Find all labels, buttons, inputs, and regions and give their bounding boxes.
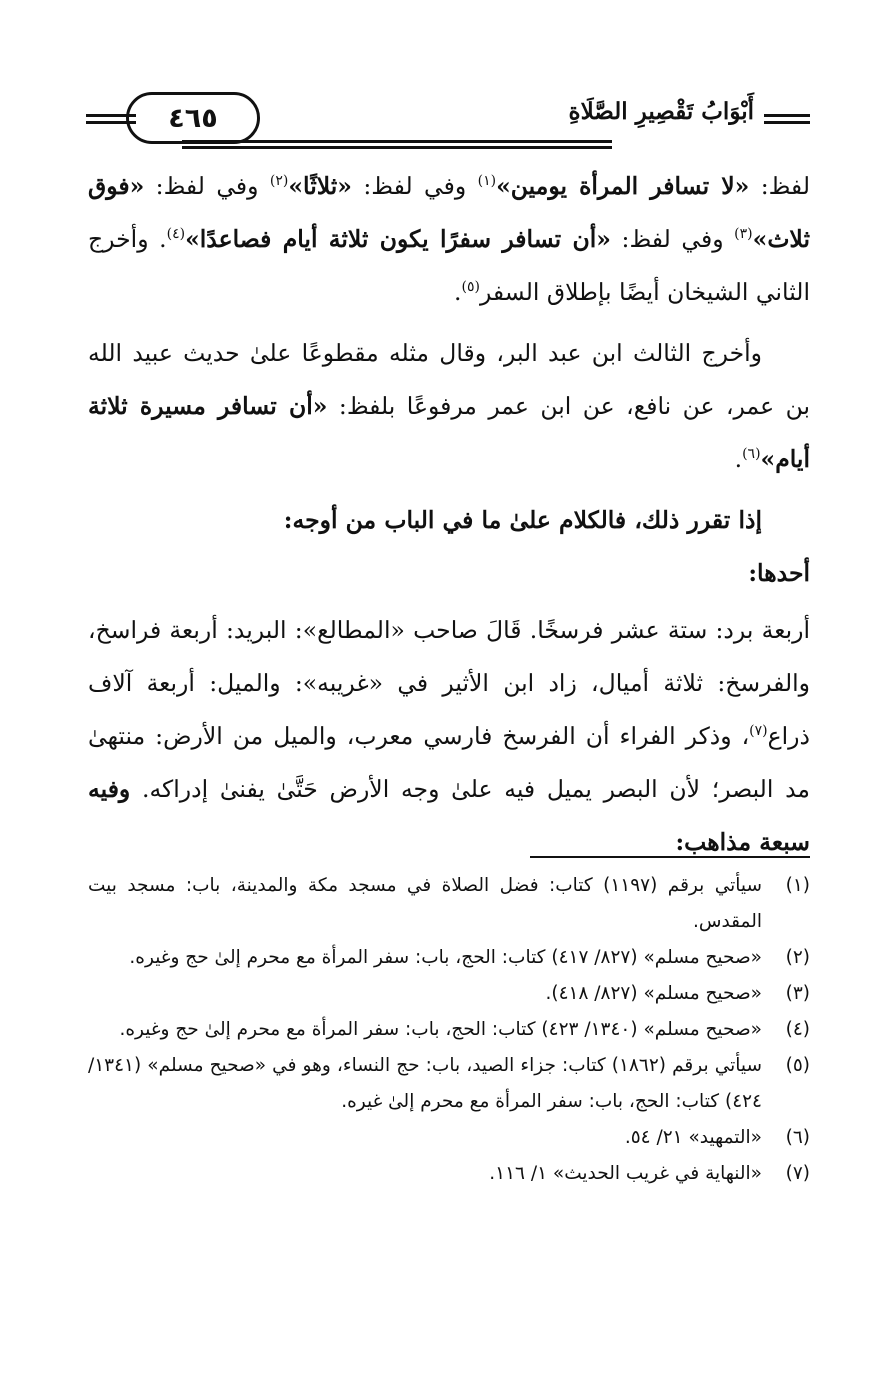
quote-bold: «أن تسافر سفرًا يكون ثلاثة أيام فصاعدًا» [185,225,611,253]
text-run: وفي لفظ: [610,225,735,253]
footnote-number: (٢) [785,947,810,968]
text-run: وفي لفظ: [352,172,478,200]
footnote-item [88,940,810,976]
header-rule [182,146,612,149]
header-rule [764,121,810,124]
footnotes [88,868,810,1192]
footnote-number: (١) [785,875,810,896]
footnote-item [88,976,810,1012]
footnote-ref: (٧) [749,723,768,740]
footnote-ref: (٦) [742,446,761,463]
section-intro: إذا تقرر ذلك، فالكلام علىٰ ما في الباب من أوجه: [283,506,762,534]
footnote-ref: (٣) [734,226,753,243]
footnote-text: سيأتي برقم (١١٩٧) كتاب: فضل الصلاة في مسجد مكة والمدينة، باب: مسجد بيت المقدس. [88,875,763,932]
paragraph-1 [88,160,810,319]
text-run: أربعة برد: ستة عشر فرسخًا. قَالَ صاحب «المطالع»: البريد: أربعة فراسخ، والفرسخ: ثلاثة أميال، زاد ابن الأثير في «غريبه»: والميل: أربعة آلاف ذراع [88,616,810,750]
footnote-text: سيأتي برقم (١٨٦٢) كتاب: جزاء الصيد، باب: حج النساء، وهو في «صحيح مسلم» (١٣٤١/ ٤٢٤) كتاب: الحج، باب: سفر المرأة مع محرم إلىٰ غيره. [88,1055,762,1112]
footnote-item [88,868,810,940]
footnote-text: «صحيح مسلم» (٨٢٧/ ٤١٧) كتاب: الحج، باب: سفر المرأة مع محرم إلىٰ حج وغيره. [129,947,762,968]
text-run: وأخرج الثالث ابن عبد البر، وقال مثله مقطوعًا علىٰ حديث عبيد الله بن عمر، عن نافع، عن ابن عمر مرفوعًا بلفظ: [88,339,810,420]
paragraph-5 [88,604,810,869]
footnote-number: (٤) [785,1019,810,1040]
footnote-number: (٦) [785,1127,810,1148]
text-run: لفظ: [749,172,810,200]
running-title: أَبْوَابُ تَقْصِيرِ الصَّلَاةِ [568,98,754,125]
footnote-number: (٣) [785,983,810,1004]
footnote-ref: (٥) [461,279,480,296]
text-run: . [453,278,462,306]
footnote-ref: (٢) [269,173,289,190]
text-run: . وأخرج الثاني الشيخان أيضًا بإطلاق السفر [88,225,810,306]
footnote-number: (٥) [785,1055,810,1076]
footnote-text: «التمهيد» ٢١/ ٥٤. [624,1127,762,1148]
text-run: وفي لفظ: [144,172,270,200]
text-run: . [734,445,743,473]
page-number-text: ٤٦٥ [168,102,218,134]
main-text [88,160,810,869]
footnote-text: «صحيح مسلم» (١٣٤٠/ ٤٢٣) كتاب: الحج، باب: سفر المرأة مع محرم إلىٰ حج وغيره. [119,1019,762,1040]
quote-bold: «فوق ثلاث» [88,172,810,253]
footnote-text: «صحيح مسلم» (٨٢٧/ ٤١٨). [545,983,762,1004]
section-heading: أحدها: [748,559,810,587]
footnote-item [88,1012,810,1048]
footnote-ref: (٤) [166,226,186,243]
footnote-item [88,1156,810,1192]
quote-bold: «ثلاثًا» [288,172,352,200]
header-rule [764,114,810,117]
footnote-item [88,1048,810,1120]
footnote-separator [530,856,810,858]
page-header [86,88,810,150]
footnote-item [88,1120,810,1156]
quote-bold: «أن تسافر مسيرة ثلاثة أيام» [88,392,810,473]
text-run: ، وذكر الفراء أن الفرسخ فارسي معرب، والميل من الأرض: منتهىٰ مد البصر؛ لأن البصر يميل فيه علىٰ وجه الأرض حَتَّىٰ يفنىٰ إدراكه. [88,722,810,803]
paragraph-2 [88,327,810,486]
footnote-text: «النهاية في غريب الحديث» ١/ ١١٦. [489,1163,762,1184]
quote-bold: «لا تسافر المرأة يومين» [496,172,750,200]
footnote-ref: (١) [477,173,497,190]
text-run-bold: وفيه سبعة مذاهب: [88,775,810,856]
footnote-number: (٧) [785,1163,810,1184]
page-number [126,92,260,144]
